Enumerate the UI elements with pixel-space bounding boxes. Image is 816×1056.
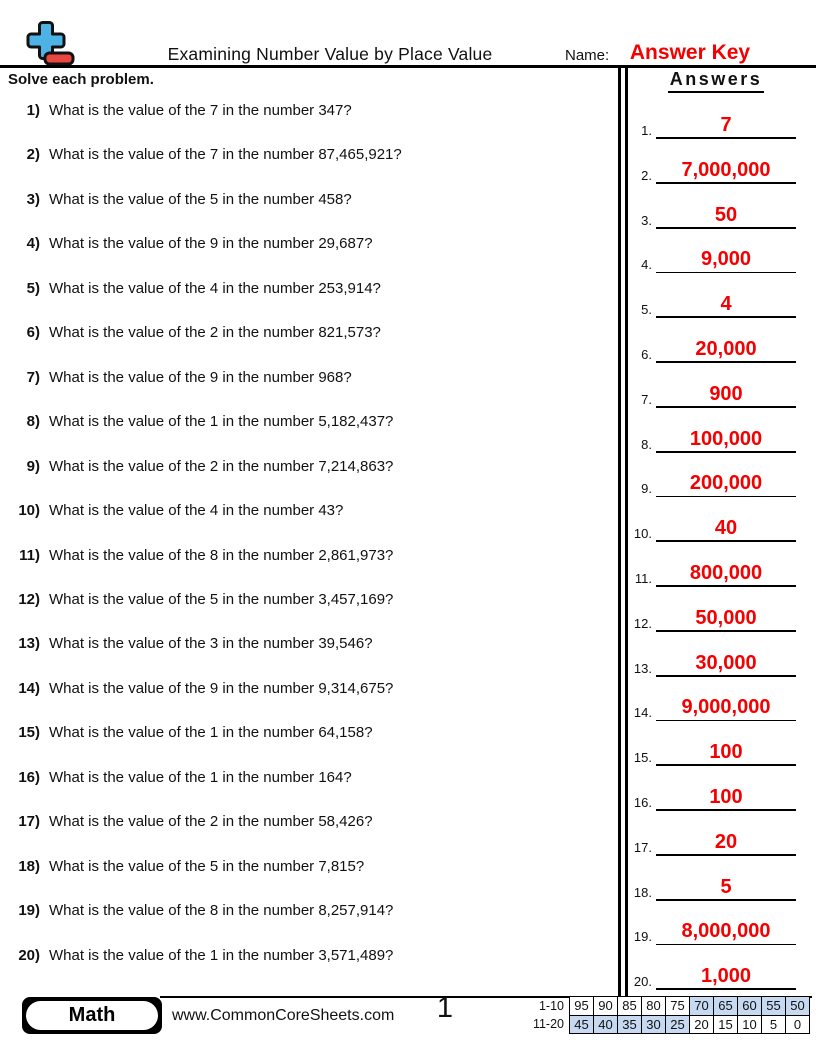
question-row bbox=[0, 635, 612, 655]
answer-blank-line bbox=[656, 899, 796, 901]
answer-number: 20. bbox=[633, 974, 652, 990]
score-row bbox=[528, 1015, 810, 1034]
question-row bbox=[0, 680, 612, 700]
answer-blank-line bbox=[656, 630, 796, 632]
answers-divider-line-1 bbox=[618, 66, 621, 996]
question-text: What is the value of the 5 in the number 7,815? bbox=[49, 857, 365, 875]
minus-shape bbox=[45, 53, 73, 64]
score-cell: 15 bbox=[714, 1015, 738, 1034]
answer-number: 19. bbox=[633, 929, 652, 945]
answer-number: 17. bbox=[633, 839, 652, 855]
question-text: What is the value of the 8 in the number 2,861,973? bbox=[49, 546, 394, 564]
answer-number: 3. bbox=[641, 212, 652, 228]
answer-number: 7. bbox=[641, 391, 652, 407]
answer-row bbox=[630, 600, 798, 632]
answer-number: 8. bbox=[641, 436, 652, 452]
score-cell: 65 bbox=[714, 997, 738, 1016]
score-cell: 90 bbox=[594, 997, 618, 1016]
score-cell: 80 bbox=[642, 997, 666, 1016]
answer-row bbox=[630, 107, 798, 139]
answer-number: 9. bbox=[641, 481, 652, 497]
answer-row bbox=[630, 331, 798, 363]
answers-heading-text: Answers bbox=[668, 69, 765, 93]
answer-row bbox=[630, 958, 798, 990]
answer-number: 12. bbox=[633, 615, 652, 631]
answer-value: 800,000 bbox=[689, 562, 763, 584]
answer-blank-line bbox=[656, 451, 796, 453]
answer-row bbox=[630, 152, 798, 184]
question-number: 20) bbox=[18, 946, 40, 964]
answer-blank-line bbox=[656, 496, 796, 498]
answer-row bbox=[630, 869, 798, 901]
answer-row bbox=[630, 286, 798, 318]
answer-row bbox=[630, 555, 798, 587]
question-row bbox=[0, 235, 612, 255]
score-cell: 55 bbox=[762, 997, 786, 1016]
score-cell: 30 bbox=[642, 1015, 666, 1034]
answer-blank-line bbox=[656, 944, 796, 946]
answer-number: 14. bbox=[633, 705, 652, 721]
answer-blank-line bbox=[656, 272, 796, 274]
name-label: Name: bbox=[565, 47, 610, 64]
score-table-wrap bbox=[528, 996, 810, 1034]
answer-value: 50,000 bbox=[695, 606, 757, 629]
subject-badge-label: Math bbox=[26, 1001, 158, 1030]
answer-row bbox=[630, 421, 798, 453]
answer-value: 7 bbox=[720, 114, 732, 136]
answer-value: 900 bbox=[709, 382, 743, 405]
answer-value: 7,000,000 bbox=[681, 158, 771, 181]
answer-value: 20 bbox=[714, 830, 738, 853]
question-row bbox=[0, 947, 612, 967]
question-row bbox=[0, 769, 612, 789]
question-text: What is the value of the 4 in the number 253,914? bbox=[49, 279, 381, 297]
question-row bbox=[0, 902, 612, 922]
question-number: 1) bbox=[26, 102, 40, 119]
question-row bbox=[0, 369, 612, 389]
answer-blank-line bbox=[656, 809, 796, 811]
answer-blank-line bbox=[656, 720, 796, 722]
question-row bbox=[0, 547, 612, 567]
question-text: What is the value of the 2 in the number 821,573? bbox=[49, 324, 381, 342]
score-row bbox=[528, 997, 810, 1016]
answer-value: 100 bbox=[709, 741, 743, 764]
question-row bbox=[0, 102, 612, 122]
question-row bbox=[0, 324, 612, 344]
answer-number: 6. bbox=[641, 347, 652, 362]
question-text: What is the value of the 7 in the number 87,465,921? bbox=[49, 146, 402, 164]
answer-value: 50 bbox=[714, 203, 738, 226]
question-number: 7) bbox=[26, 368, 40, 386]
score-range-label: 1-10 bbox=[538, 998, 564, 1013]
question-number: 3) bbox=[26, 190, 40, 208]
answer-number: 2. bbox=[641, 167, 652, 183]
answer-value: 8,000,000 bbox=[681, 920, 771, 943]
question-text: What is the value of the 4 in the number 43? bbox=[49, 502, 344, 520]
score-cell: 25 bbox=[666, 1015, 690, 1034]
question-number: 12) bbox=[18, 590, 40, 608]
question-row bbox=[0, 458, 612, 478]
answer-row bbox=[630, 689, 798, 721]
answer-blank-line bbox=[656, 764, 796, 766]
answer-row bbox=[630, 241, 798, 273]
question-number: 8) bbox=[26, 413, 40, 431]
question-row bbox=[0, 191, 612, 211]
instructions-text: Solve each problem. bbox=[8, 71, 154, 88]
website-text: www.CommonCoreSheets.com bbox=[172, 1007, 395, 1024]
question-text: What is the value of the 1 in the number 64,158? bbox=[49, 724, 373, 742]
question-number: 19) bbox=[18, 902, 40, 920]
question-number: 17) bbox=[18, 813, 40, 831]
answer-value: 40 bbox=[714, 517, 738, 540]
answer-value: 9,000,000 bbox=[681, 696, 771, 719]
question-number: 18) bbox=[18, 857, 40, 875]
header-rule bbox=[0, 65, 816, 68]
score-cell: 10 bbox=[738, 1015, 762, 1034]
answer-blank-line bbox=[656, 316, 796, 318]
score-cell: 40 bbox=[594, 1015, 618, 1034]
question-text: What is the value of the 2 in the number 7,214,863? bbox=[49, 457, 394, 475]
subject-badge bbox=[22, 997, 162, 1034]
score-cell: 45 bbox=[570, 1015, 594, 1034]
answer-blank-line bbox=[656, 854, 796, 856]
answer-value: 30,000 bbox=[695, 651, 757, 674]
question-text: What is the value of the 2 in the number 58,426? bbox=[49, 813, 373, 831]
answer-blank-line bbox=[656, 361, 796, 363]
answer-blank-line bbox=[656, 406, 796, 408]
question-text: What is the value of the 8 in the number 8,257,914? bbox=[49, 902, 394, 920]
question-number: 9) bbox=[26, 457, 40, 475]
question-number: 14) bbox=[18, 679, 40, 697]
question-text: What is the value of the 9 in the number 968? bbox=[49, 368, 352, 386]
score-cell: 70 bbox=[690, 997, 714, 1016]
answer-number: 15. bbox=[633, 750, 652, 766]
question-number: 2) bbox=[26, 146, 40, 164]
question-number: 5) bbox=[26, 279, 40, 297]
answer-value: 1,000 bbox=[700, 965, 752, 988]
question-text: What is the value of the 1 in the number 3,571,489? bbox=[49, 946, 394, 964]
worksheet-title: Examining Number Value by Place Value bbox=[167, 44, 493, 64]
answer-blank-line bbox=[656, 675, 796, 677]
question-text: What is the value of the 9 in the number 29,687? bbox=[49, 235, 373, 253]
answer-row bbox=[630, 376, 798, 408]
question-text: What is the value of the 5 in the number 3,457,169? bbox=[49, 590, 394, 608]
question-row bbox=[0, 858, 612, 878]
question-text: What is the value of the 1 in the number 164? bbox=[49, 768, 352, 786]
answer-number: 4. bbox=[641, 257, 652, 273]
answer-blank-line bbox=[656, 182, 796, 184]
score-cell: 75 bbox=[666, 997, 690, 1016]
question-text: What is the value of the 5 in the number 458? bbox=[49, 190, 352, 208]
score-cell: 35 bbox=[618, 1015, 642, 1034]
score-cell: 5 bbox=[762, 1015, 786, 1034]
answer-value: 100,000 bbox=[689, 427, 763, 450]
answer-number: 18. bbox=[633, 884, 652, 900]
question-row bbox=[0, 280, 612, 300]
answer-number: 5. bbox=[641, 302, 652, 318]
question-row bbox=[0, 724, 612, 744]
plus-minus-icon bbox=[24, 20, 77, 67]
answer-row bbox=[630, 510, 798, 542]
answer-number: 13. bbox=[633, 660, 652, 676]
question-number: 10) bbox=[18, 502, 40, 520]
answer-key-label: Answer Key bbox=[629, 41, 751, 64]
question-text: What is the value of the 1 in the number 5,182,437? bbox=[49, 413, 394, 431]
question-number: 6) bbox=[26, 324, 40, 342]
answer-number: 11. bbox=[634, 571, 652, 586]
answer-value: 5 bbox=[720, 875, 732, 898]
answer-number: 1. bbox=[641, 123, 652, 138]
score-cell: 95 bbox=[570, 997, 594, 1016]
score-cell: 85 bbox=[618, 997, 642, 1016]
answer-blank-line bbox=[656, 585, 796, 587]
page-number: 1 bbox=[436, 992, 454, 1024]
score-table bbox=[528, 996, 810, 1034]
question-row bbox=[0, 146, 612, 166]
score-cell: 20 bbox=[690, 1015, 714, 1034]
score-cell: 60 bbox=[738, 997, 762, 1016]
question-text: What is the value of the 7 in the number 347? bbox=[49, 102, 352, 119]
score-cell: 50 bbox=[786, 997, 810, 1016]
question-number: 15) bbox=[18, 724, 40, 742]
question-row bbox=[0, 813, 612, 833]
answer-row bbox=[630, 197, 798, 229]
question-number: 13) bbox=[18, 635, 40, 653]
answer-blank-line bbox=[656, 227, 796, 229]
answer-value: 20,000 bbox=[695, 338, 757, 360]
answer-value: 9,000 bbox=[700, 248, 752, 271]
answer-row bbox=[630, 645, 798, 677]
question-row bbox=[0, 413, 612, 433]
answer-number: 10. bbox=[633, 526, 652, 542]
answer-value: 100 bbox=[709, 786, 743, 808]
answer-row bbox=[630, 824, 798, 856]
question-text: What is the value of the 3 in the number 39,546? bbox=[49, 635, 373, 653]
answer-number: 16. bbox=[633, 795, 652, 810]
question-number: 16) bbox=[18, 768, 40, 786]
answers-heading bbox=[632, 69, 800, 93]
answer-row bbox=[630, 913, 798, 945]
question-row bbox=[0, 591, 612, 611]
answer-row bbox=[630, 734, 798, 766]
score-range-label: 11-20 bbox=[532, 1017, 564, 1032]
question-row bbox=[0, 502, 612, 522]
question-text: What is the value of the 9 in the number 9,314,675? bbox=[49, 679, 394, 697]
answer-value: 4 bbox=[720, 293, 732, 316]
answer-blank-line bbox=[656, 137, 796, 139]
answer-blank-line bbox=[656, 540, 796, 542]
answer-value: 200,000 bbox=[689, 472, 763, 495]
score-cell: 0 bbox=[786, 1015, 810, 1034]
answer-blank-line bbox=[656, 988, 796, 990]
answer-row bbox=[630, 779, 798, 811]
question-number: 11) bbox=[19, 546, 40, 564]
question-number: 4) bbox=[26, 235, 40, 253]
answer-row bbox=[630, 465, 798, 497]
